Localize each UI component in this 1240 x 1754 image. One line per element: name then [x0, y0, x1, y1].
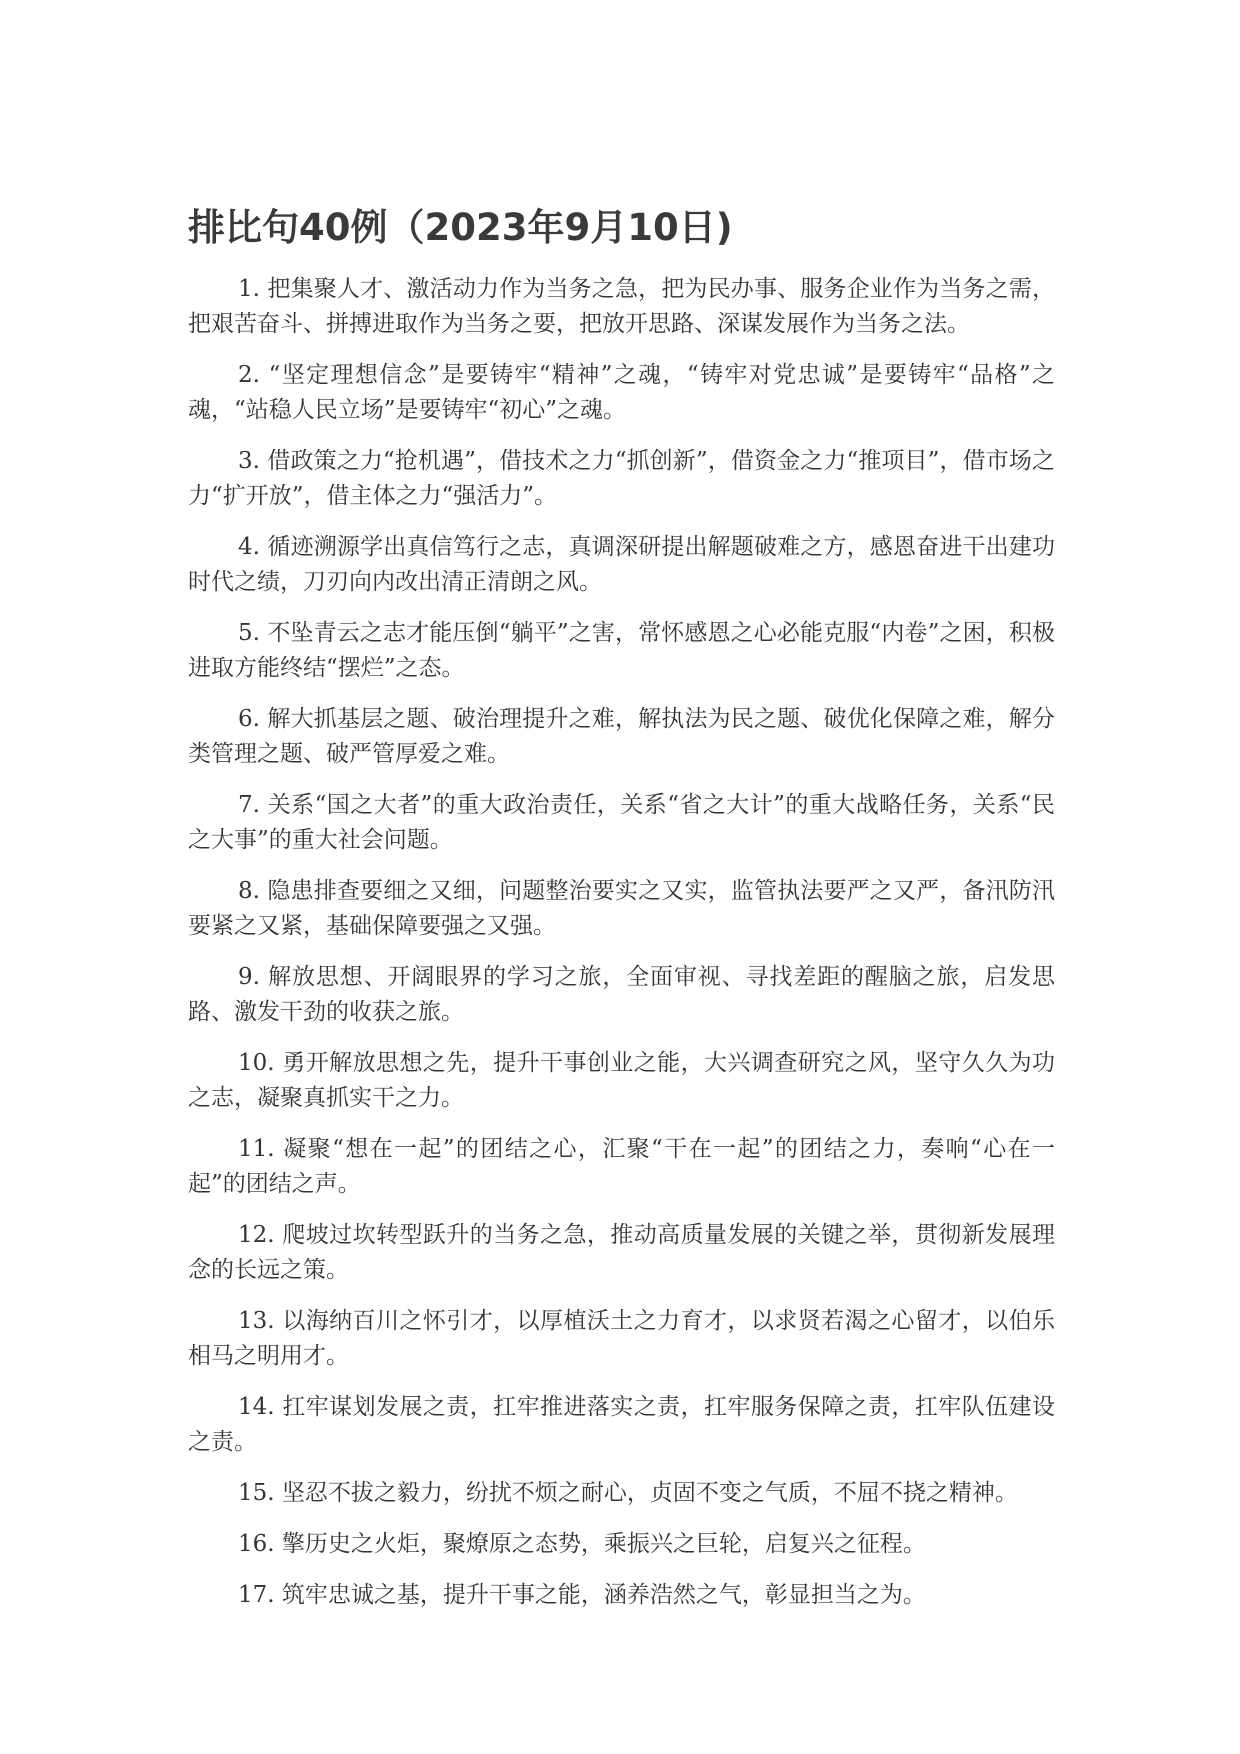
paragraph-8: 8. 隐患排查要细之又细，问题整治要实之又实，监管执法要严之又严，备汛防汛要紧之又紧，基础保障要强之又强。	[188, 878, 1055, 939]
document-title: 排比句40例（2023年9月10日)	[188, 206, 733, 249]
paragraph-9: 9. 解放思想、开阔眼界的学习之旅，全面审视、寻找差距的醒脑之旅，启发思路、激发干劲的收获之旅。	[188, 964, 1055, 1025]
paragraph-7: 7. 关系“国之大者”的重大政治责任，关系“省之大计”的重大战略任务，关系“民之大事”的重大社会问题。	[188, 792, 1055, 853]
paragraph-6: 6. 解大抓基层之题、破治理提升之难，解执法为民之题、破优化保障之难，解分类管理之题、破严管厚爱之难。	[188, 706, 1055, 767]
paragraph-15: 15. 坚忍不拔之毅力，纷扰不烦之耐心，贞固不变之气质，不屈不挠之精神。	[238, 1480, 1018, 1506]
paragraph-4: 4. 循迹溯源学出真信笃行之志，真调深研提出解题破难之方，感恩奋进干出建功时代之绩，刀刃向内改出清正清朗之风。	[188, 534, 1055, 595]
paragraph-2: 2. “坚定理想信念”是要铸牢“精神”之魂，“铸牢对党忠诚”是要铸牢“品格”之魂，“站稳人民立场”是要铸牢“初心”之魂。	[188, 362, 1055, 423]
paragraph-5: 5. 不坠青云之志才能压倒“躺平”之害，常怀感恩之心必能克服“内卷”之困，积极进取方能终结“摆烂”之态。	[188, 620, 1055, 681]
paragraph-3: 3. 借政策之力“抢机遇”，借技术之力“抓创新”，借资金之力“推项目”，借市场之力“扩开放”，借主体之力“强活力”。	[188, 448, 1055, 509]
paragraph-1: 1. 把集聚人才、激活动力作为当务之急，把为民办事、服务企业作为当务之需，把艰苦奋斗、拼搏进取作为当务之要，把放开思路、深谋发展作为当务之法。	[188, 276, 1055, 337]
paragraph-14: 14. 扛牢谋划发展之责，扛牢推进落实之责，扛牢服务保障之责，扛牢队伍建设之责。	[188, 1394, 1055, 1455]
paragraph-17: 17. 筑牢忠诚之基，提升干事之能，涵养浩然之气，彰显担当之为。	[238, 1582, 926, 1608]
paragraph-12: 12. 爬坡过坎转型跃升的当务之急，推动高质量发展的关键之举，贯彻新发展理念的长远之策。	[188, 1222, 1055, 1283]
document-body	[188, 272, 1055, 1629]
paragraph-13: 13. 以海纳百川之怀引才，以厚植沃土之力育才，以求贤若渴之心留才，以伯乐相马之明用才。	[188, 1308, 1055, 1369]
paragraph-11: 11. 凝聚“想在一起”的团结之心，汇聚“干在一起”的团结之力，奏响“心在一起”的团结之声。	[188, 1136, 1055, 1197]
paragraph-16: 16. 擎历史之火炬，聚燎原之态势，乘振兴之巨轮，启复兴之征程。	[238, 1531, 926, 1557]
paragraph-10: 10. 勇开解放思想之先，提升干事创业之能，大兴调查研究之风，坚守久久为功之志，凝聚真抓实干之力。	[188, 1050, 1055, 1111]
